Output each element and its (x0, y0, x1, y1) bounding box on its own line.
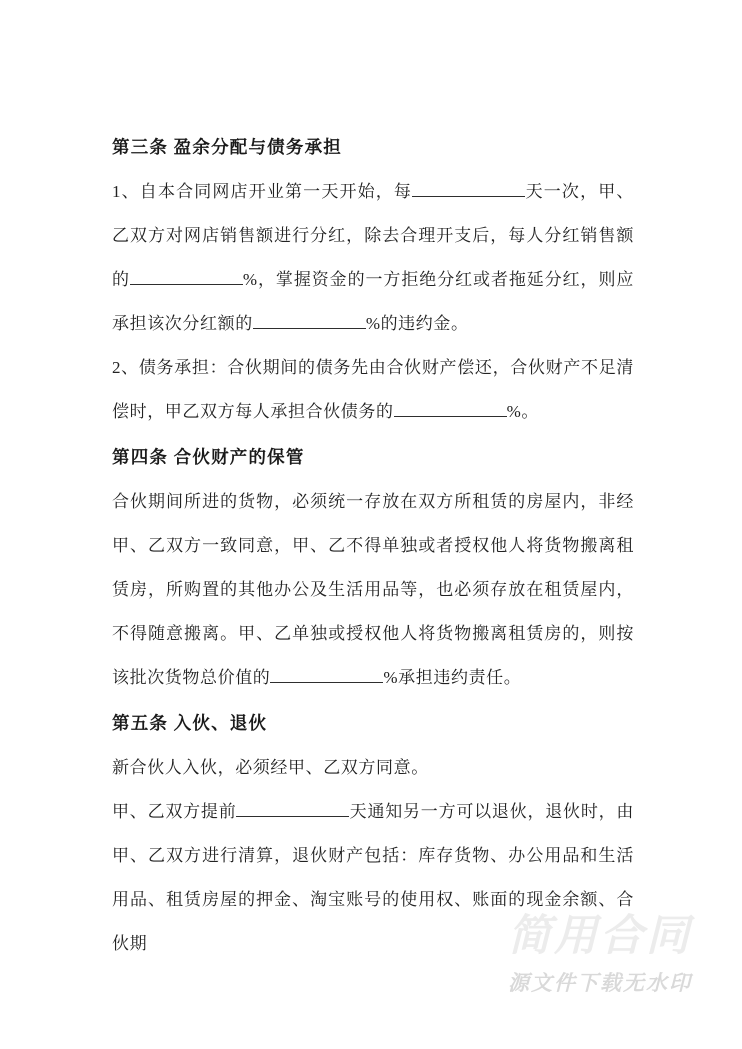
section-heading-article-4: 第四条 合伙财产的保管 (112, 447, 305, 467)
watermark-title: 简用合同 (508, 912, 692, 960)
fill-in-blank-line (236, 797, 349, 817)
fill-in-blank-line (253, 309, 366, 329)
paragraph-withdrawal: 甲、乙双方提前 天通知另一方可以退伙，退伙时，由甲、乙双方进行清算，退伙财产包括：库存货物、办公用品和生活用品、租赁房屋的押金、淘宝账号的使用权、账面的现金余额、合伙期 (112, 790, 634, 966)
contract-body (112, 124, 634, 966)
fill-in-blank-line (412, 177, 525, 197)
paragraph-new-partner: 新合伙人入伙，必须经甲、乙双方同意。 (112, 758, 429, 777)
fill-in-blank-line (270, 663, 383, 683)
paragraph-debt-assumption: 2、债务承担：合伙期间的债务先由合伙财产偿还，合伙财产不足清偿时，甲乙双方每人承担合伙债务的 %。 (112, 358, 634, 421)
paragraph-profit-distribution: 1、自本合同网店开业第一天开始，每 天一次，甲、乙双方对网店销售额进行分红，除去合理开支后，每人分红销售额的 %，掌握资金的一方拒绝分红或者拖延分红，则应承担该次分红额的 %的违约金。 (112, 170, 634, 346)
fill-in-blank-line (130, 265, 243, 285)
section-heading-article-3: 第三条 盈余分配与债务承担 (112, 137, 342, 157)
fill-in-blank-line (394, 397, 507, 417)
paragraph-property-custody: 合伙期间所进的货物，必须统一存放在双方所租赁的房屋内，非经甲、乙双方一致同意，甲、乙不得单独或者授权他人将货物搬离租赁房，所购置的其他办公及生活用品等，也必须存放在租赁屋内，不得随意搬离。甲、乙单独或授权他人将货物搬离租赁房的，则按该批次货物总价值的 %承担违约责任。 (112, 492, 634, 687)
section-heading-article-5: 第五条 入伙、退伙 (112, 713, 268, 733)
watermark-subtitle: 源文件下载无水印 (508, 972, 692, 995)
